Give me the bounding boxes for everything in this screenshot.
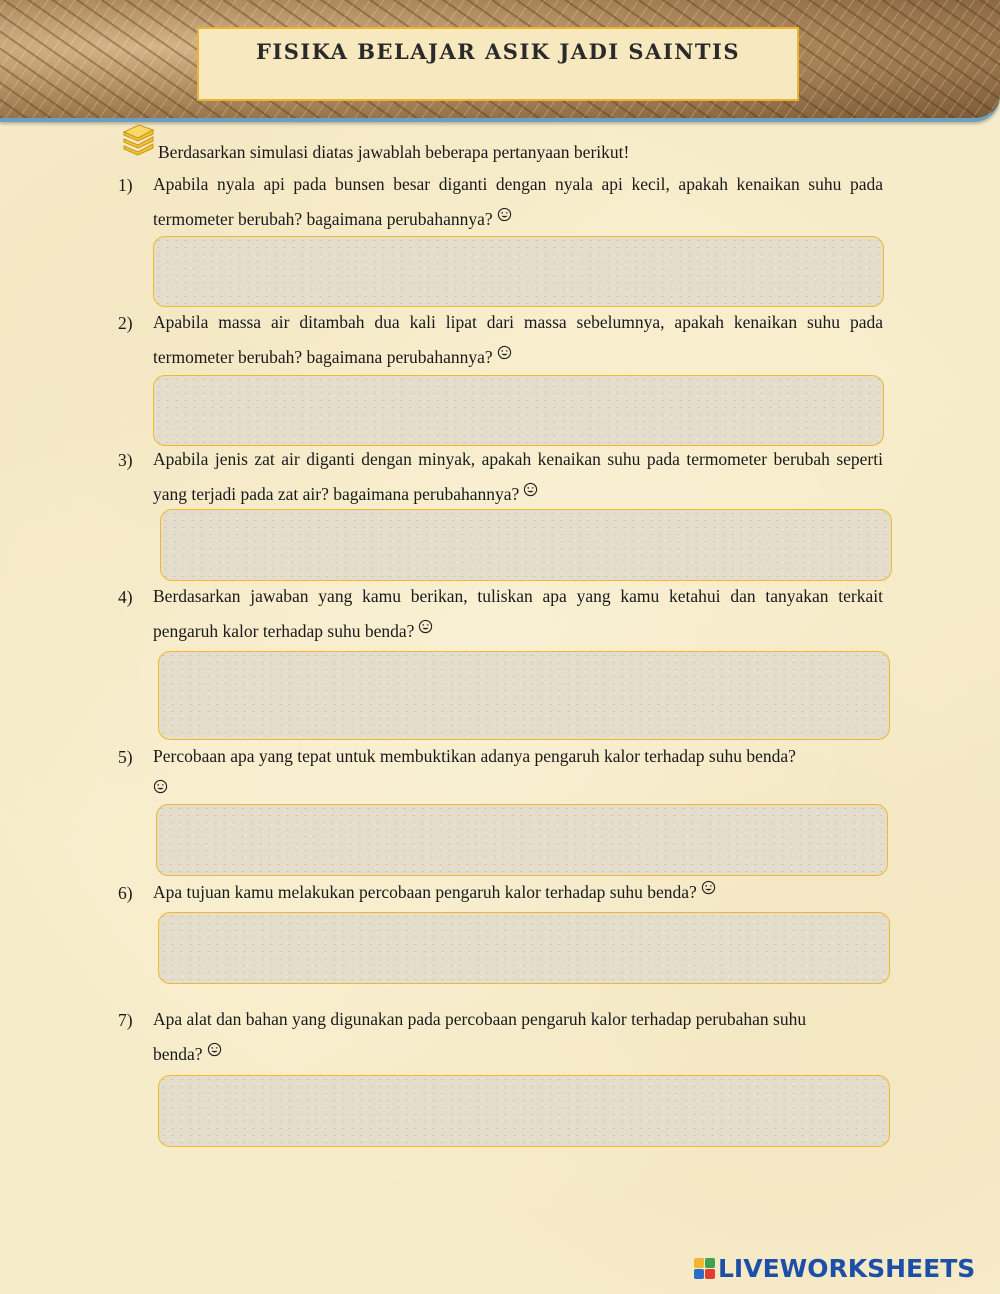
question-5-text: Percobaan apa yang tepat untuk membuktikan adanya pengaruh kalor terhadap suhu benda? xyxy=(153,746,796,766)
question-2-text: Apabila massa air ditambah dua kali lipat dari massa sebelumnya, apakah kenaikan suhu pada termometer berubah? bagaimana perubahannya? xyxy=(153,312,883,367)
question-5-number: 5) xyxy=(118,747,133,767)
answer-box-1[interactable] xyxy=(153,236,884,307)
answer-box-3[interactable] xyxy=(160,509,892,581)
question-6 xyxy=(153,875,883,910)
smiley-icon xyxy=(418,619,433,634)
smiley-icon xyxy=(497,207,512,222)
answer-box-6[interactable] xyxy=(158,912,890,984)
question-3-number: 3) xyxy=(118,450,133,470)
smiley-icon xyxy=(497,345,512,360)
question-6-text: Apa tujuan kamu melakukan percobaan pengaruh kalor terhadap suhu benda? xyxy=(153,882,697,902)
intro xyxy=(120,122,820,166)
title-box xyxy=(197,27,799,101)
question-4-number: 4) xyxy=(118,587,133,607)
book-stack-icon xyxy=(120,122,156,156)
logo-block-2 xyxy=(705,1258,715,1268)
question-4-text: Berdasarkan jawaban yang kamu berikan, tuliskan apa yang kamu ketahui dan tanyakan terkait pengaruh kalor terhadap suhu benda? xyxy=(153,586,883,641)
question-1-text: Apabila nyala api pada bunsen besar diganti dengan nyala api kecil, apakah kenaikan suhu pada termometer berubah? bagaimana perubahannya? xyxy=(153,174,883,229)
logo-block-4 xyxy=(705,1269,715,1279)
question-6-number: 6) xyxy=(118,883,133,903)
logo-text: LIVEWORKSHEETS xyxy=(718,1254,976,1283)
smiley-icon xyxy=(207,1042,222,1057)
question-4 xyxy=(153,579,883,649)
question-2-number: 2) xyxy=(118,313,133,333)
smiley-icon xyxy=(701,880,716,895)
question-1-number: 1) xyxy=(118,175,133,195)
question-7-number: 7) xyxy=(118,1010,133,1030)
question-7 xyxy=(153,1002,853,1072)
question-7-text: Apa alat dan bahan yang digunakan pada percobaan pengaruh kalor terhadap perubahan suhu benda? xyxy=(153,1009,807,1064)
intro-text: Berdasarkan simulasi diatas jawablah beberapa pertanyaan berikut! xyxy=(158,142,630,162)
logo-blocks-icon xyxy=(694,1258,716,1280)
answer-box-5[interactable] xyxy=(156,804,888,876)
page-title: FISIKA BELAJAR ASIK JADI SAINTIS xyxy=(255,39,741,64)
question-3 xyxy=(153,442,883,512)
answer-box-7[interactable] xyxy=(158,1075,890,1147)
logo-block-1 xyxy=(694,1258,704,1268)
question-3-text: Apabila jenis zat air diganti dengan minyak, apakah kenaikan suhu pada termometer berubah seperti yang terjadi pada zat air? bagaimana perubahannya? xyxy=(153,449,883,504)
smiley-icon xyxy=(523,482,538,497)
question-2 xyxy=(153,305,883,375)
question-1 xyxy=(153,167,883,237)
answer-box-4[interactable] xyxy=(158,651,890,740)
answer-box-2[interactable] xyxy=(153,375,884,446)
liveworksheets-logo[interactable] xyxy=(694,1254,990,1284)
logo-block-3 xyxy=(694,1269,704,1279)
question-5 xyxy=(153,739,883,809)
smiley-icon xyxy=(153,779,168,794)
header-banner xyxy=(0,0,1000,122)
